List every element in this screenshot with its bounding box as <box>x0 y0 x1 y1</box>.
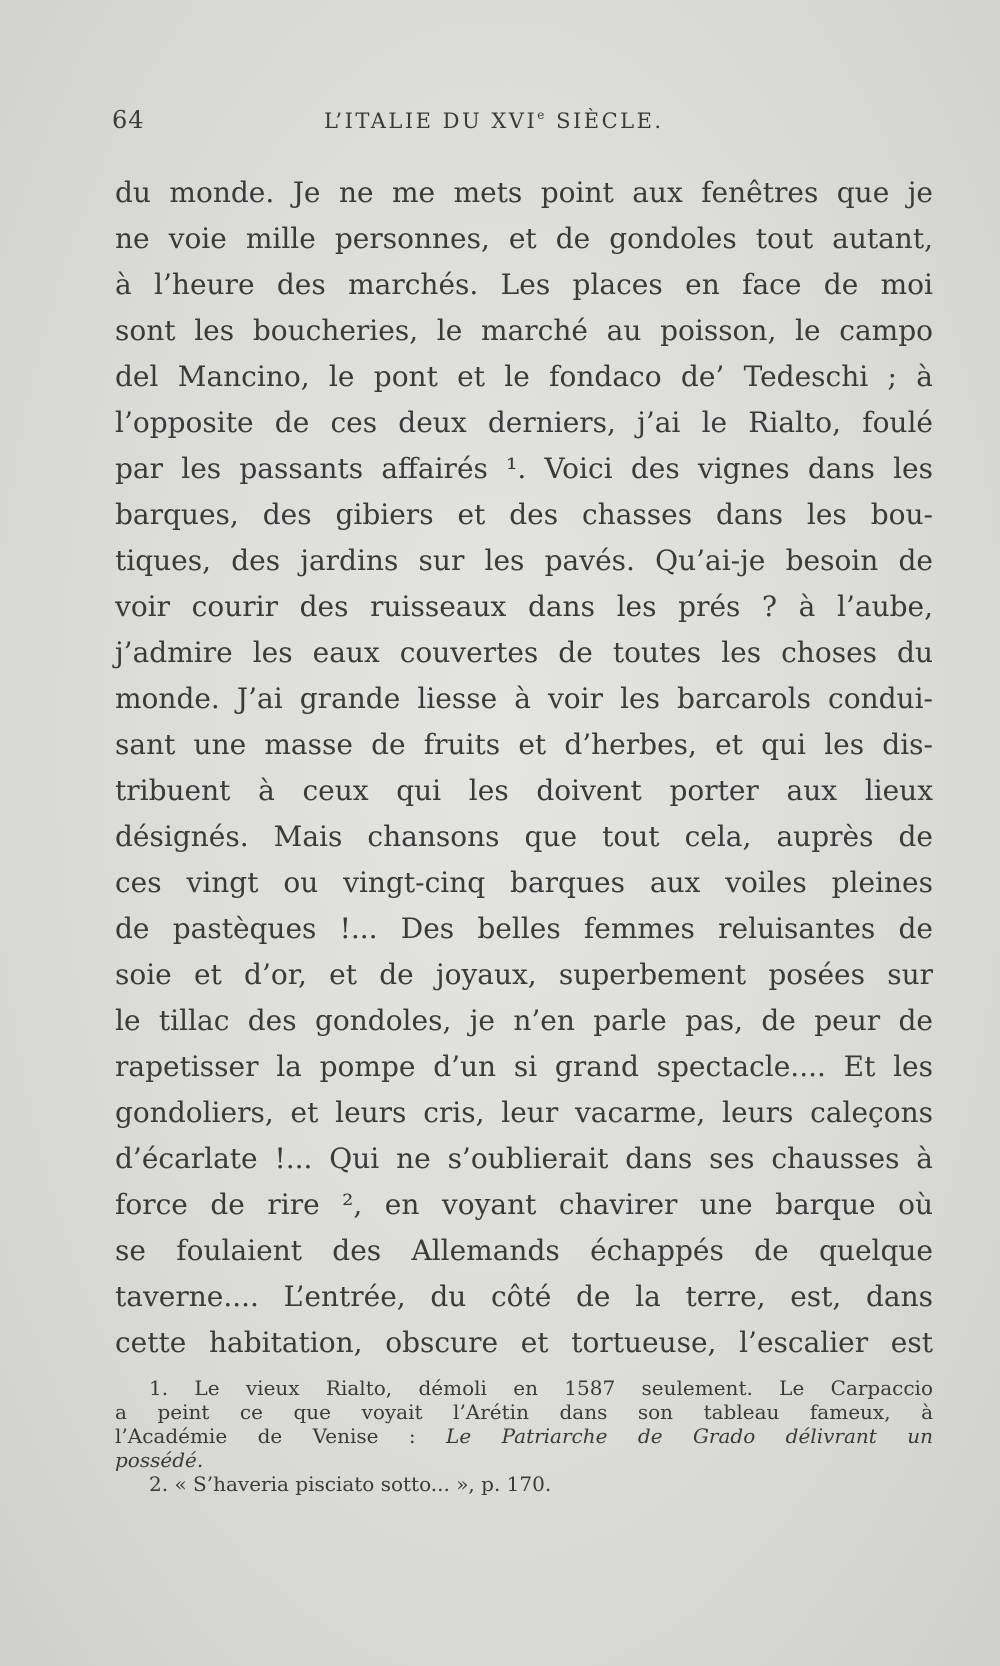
text-line: barques, des gibiers et des chasses dans les bou- <box>115 498 933 531</box>
text-line: rapetisser la pompe d’un si grand spectacle.... Et les <box>115 1050 933 1083</box>
text-line: ne voie mille personnes, et de gondoles tout autant, <box>115 222 933 255</box>
text-line: soie et d’or, et de joyaux, superbement posées sur <box>115 958 933 991</box>
running-head <box>324 108 664 133</box>
text-line: force de rire ², en voyant chavirer une barque où <box>115 1188 933 1221</box>
running-head-title: L’ITALIE DU XVI <box>324 109 538 133</box>
footnote-1-line: possédé. <box>115 1448 204 1472</box>
text-line: à l’heure des marchés. Les places en face de moi <box>115 268 933 301</box>
text-line: taverne.... L’entrée, du côté de la terre, est, dans <box>115 1280 933 1313</box>
text-line: del Mancino, le pont et le fondaco de’ Tedeschi ; à <box>115 360 933 393</box>
footnote-2-line: 2. « S’haveria pisciato sotto... », p. 170. <box>149 1472 552 1496</box>
text-line: le tillac des gondoles, je n’en parle pas, de peur de <box>115 1004 933 1037</box>
text-line: sont les boucheries, le marché au poisson, le campo <box>115 314 933 347</box>
text-line: l’opposite de ces deux derniers, j’ai le Rialto, foulé <box>115 406 933 439</box>
footnote-1-text: l’Académie de Venise : <box>115 1424 447 1448</box>
text-line: monde. J’ai grande liesse à voir les barcarols condui- <box>115 682 933 715</box>
text-line: d’écarlate !... Qui ne s’oublierait dans ses chausses à <box>115 1142 933 1175</box>
footnote-1-line: a peint ce que voyait l’Arétin dans son tableau fameux, à <box>115 1400 933 1424</box>
footnote-1-painting-title: Le Patriarche de Grado délivrant un <box>446 1424 933 1448</box>
text-line: de pastèques !... Des belles femmes reluisantes de <box>115 912 933 945</box>
text-line: par les passants affairés ¹. Voici des vignes dans les <box>115 452 933 485</box>
text-line: voir courir des ruisseaux dans les prés ? à l’aube, <box>115 590 933 623</box>
text-line: se foulaient des Allemands échappés de quelque <box>115 1234 933 1267</box>
page-number: 64 <box>112 106 145 134</box>
text-line: j’admire les eaux couvertes de toutes les choses du <box>115 636 933 669</box>
running-head-suffix: SIÈCLE. <box>546 109 664 133</box>
text-line: tribuent à ceux qui les doivent porter aux lieux <box>115 774 933 807</box>
footnote-1-line <box>115 1424 933 1448</box>
text-line: ces vingt ou vingt-cinq barques aux voiles pleines <box>115 866 933 899</box>
body-text <box>115 170 933 1366</box>
text-line: cette habitation, obscure et tortueuse, l’escalier est <box>115 1326 933 1359</box>
text-line: désignés. Mais chansons que tout cela, auprès de <box>115 820 933 853</box>
text-line: du monde. Je ne me mets point aux fenêtres que je <box>115 176 933 209</box>
running-head-superscript: e <box>537 108 547 122</box>
text-line: gondoliers, et leurs cris, leur vacarme, leurs caleçons <box>115 1096 933 1129</box>
page-header <box>112 106 832 142</box>
text-line: tiques, des jardins sur les pavés. Qu’ai-je besoin de <box>115 544 933 577</box>
footnotes <box>115 1376 933 1496</box>
footnote-1-line: 1. Le vieux Rialto, démoli en 1587 seulement. Le Carpaccio <box>149 1376 933 1400</box>
text-line: sant une masse de fruits et d’herbes, et qui les dis- <box>115 728 933 761</box>
